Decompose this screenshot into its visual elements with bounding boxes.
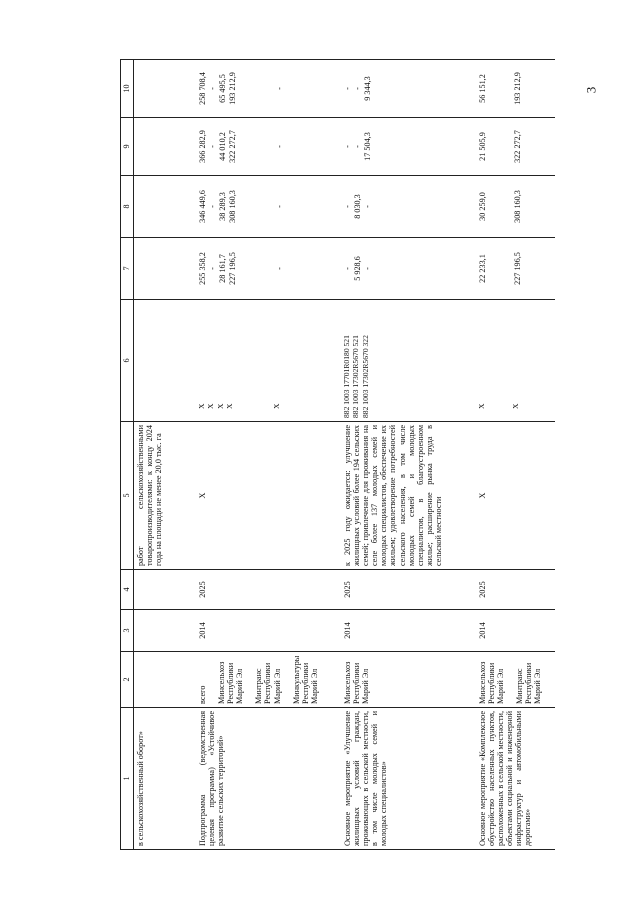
cell-bcc: Х	[196, 403, 206, 409]
cell-bcc: Х	[271, 403, 281, 409]
cell-value: 258 708,4	[197, 72, 207, 105]
cell-value: -	[207, 267, 217, 270]
rotated-table-page	[120, 60, 543, 850]
col-header-1: 1	[121, 708, 134, 850]
col-header-5: 5	[121, 422, 134, 570]
executor-total: всего	[197, 685, 207, 704]
table-row-infrastructure	[476, 60, 555, 850]
cell-start-year: 2014	[341, 610, 476, 652]
page-number: 3	[583, 86, 599, 94]
cell-value: 8 030,3	[352, 194, 362, 219]
cell-value: 193 212,9	[228, 72, 238, 105]
cell-name: Подпрограмма (ведомственная целевая программа) «Устойчивое развитие сельских территорий»	[196, 708, 341, 850]
executor-minkultury: Минкультуры Республики Марий Эл	[291, 655, 320, 704]
cell-value: 38 289,3	[217, 192, 227, 221]
cell-value: 22 233,1	[477, 254, 487, 283]
cell-value: 28 161,7	[217, 254, 227, 283]
cell-value: -	[352, 145, 362, 148]
cell-value: -	[275, 87, 285, 90]
cell-result: к 2025 году ожидается: улучшение жилищных условий более 194 сельских семей; привлечение для проживания на селе более 137 молодых семей и молодых специалистов, обеспечение их жильем; удовлетворение потребностей сельского населения, в том числе молодых семей и молодых специалистов, в благоустроенном жилье; расширение рынка труда в сельской местности	[341, 422, 476, 570]
cell-value: -	[342, 267, 352, 270]
cell-value: 322 272,7	[512, 130, 522, 163]
cell-value: 346 449,6	[197, 190, 207, 223]
cell-value: 322 272,7	[228, 130, 238, 163]
table-row-continuation	[134, 60, 196, 850]
col-header-8: 8	[121, 176, 134, 238]
cell-value: 65 495,5	[217, 74, 227, 103]
cell-value: -	[362, 205, 372, 208]
cell-value: -	[275, 267, 285, 270]
cell-value: -	[342, 145, 352, 148]
executor-minselkhoz: Минсельхоз Республики Марий Эл	[477, 661, 505, 704]
col-header-6: 6	[121, 300, 134, 422]
col-header-9: 9	[121, 118, 134, 176]
cell-bcc: Х	[476, 403, 486, 409]
cell-value: -	[275, 145, 285, 148]
cell-end-year: 2025	[341, 570, 476, 610]
cell-result: работ сельскохозяйственными товаропроизводителями: к концу 2024 года на площади не менее 20,0 тыс. га	[134, 422, 196, 570]
program-table	[120, 59, 555, 850]
col-header-10: 10	[121, 60, 134, 118]
cell-executor: Минсельхоз Республики Марий Эл	[341, 652, 476, 708]
cell-value: 56 151,2	[477, 74, 487, 103]
col-header-4: 4	[121, 570, 134, 610]
cell-bcc: 882 1003 17302R5670 521	[351, 335, 360, 418]
cell-value: -	[342, 87, 352, 90]
cell-name: Основное мероприятие «Комплексное обустройство населенных пунктов, расположенных в сельской местности, объектами социальной и инженерной инфраструктур и автомобильными дорогами»	[476, 708, 555, 850]
cell-value: -	[362, 267, 372, 270]
cell-value: 255 358,2	[197, 252, 207, 285]
cell-value: -	[207, 145, 217, 148]
cell-value: -	[207, 87, 217, 90]
cell-start-year: 2014	[196, 610, 341, 652]
cell-value: 17 504,3	[362, 132, 372, 161]
cell-value: 308 160,3	[228, 190, 238, 223]
cell-value: 21 505,9	[477, 132, 487, 161]
table-row-housing	[341, 60, 476, 850]
col-header-3: 3	[121, 610, 134, 652]
cell-value: 366 282,9	[197, 130, 207, 163]
cell-value: -	[352, 87, 362, 90]
cell-name: Основное мероприятие «Улучшение жилищных условий граждан, проживающих в сельской местности, в том числе молодых семей и молодых специалистов»	[341, 708, 476, 850]
cell-bcc: 882 1003 17701R0180 521	[341, 335, 351, 418]
executor-mintrans: Минтранс Республики Марий Эл	[254, 662, 282, 704]
cell-bcc: Х	[206, 403, 215, 409]
cell-value: -	[275, 205, 285, 208]
cell-value: 227 196,5	[228, 252, 238, 285]
cell-value: 308 160,3	[512, 190, 522, 223]
executor-mintrans: Минтранс Республики Марий Эл	[515, 662, 543, 704]
cell-value: 9 344,3	[362, 76, 372, 101]
cell-value: 44 010,2	[217, 132, 227, 161]
cell-name: в сельскохозяйственный оборот»	[134, 708, 196, 850]
cell-start-year: 2014	[476, 610, 555, 652]
cell-end-year: 2025	[476, 570, 555, 610]
cell-result: Х	[476, 422, 555, 570]
cell-value: -	[207, 205, 217, 208]
table-row-subprogram	[196, 60, 341, 850]
header-row	[121, 60, 134, 850]
cell-bcc: Х	[215, 403, 225, 409]
col-header-2: 2	[121, 652, 134, 708]
cell-result: Х	[196, 422, 341, 570]
cell-value: 227 196,5	[512, 252, 522, 285]
cell-value: -	[342, 205, 352, 208]
cell-bcc: Х	[511, 403, 520, 409]
cell-value: 30 259,0	[477, 192, 487, 221]
cell-bcc: 882 1003 17302R5670 322	[360, 335, 370, 418]
cell-value: 5 928,6	[352, 256, 362, 281]
cell-value: 193 212,9	[512, 72, 522, 105]
cell-end-year: 2025	[196, 570, 341, 610]
cell-bcc: Х	[225, 403, 234, 409]
executor-minselkhoz: Минсельхоз Республики Марий Эл	[216, 661, 245, 704]
col-header-7: 7	[121, 238, 134, 300]
